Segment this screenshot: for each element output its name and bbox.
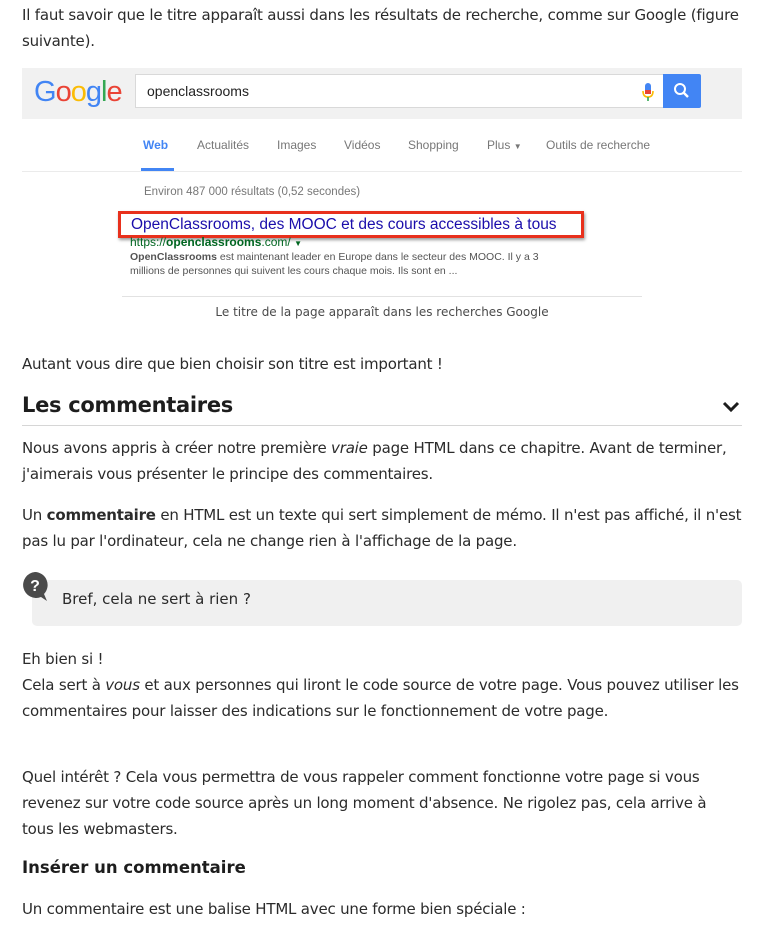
paragraph-interest: Quel intérêt ? Cela vous permettra de vous rappeler comment fonctionne votre page si vous revenez sur votre code source après un long moment d'absence. Ne rigolez pas, cela arrive à tous les webmasters.: [22, 768, 707, 838]
caret-down-icon[interactable]: ▼: [294, 239, 303, 248]
search-icon: [663, 74, 701, 108]
result-url-bold: openclassrooms: [166, 235, 262, 249]
google-search-box[interactable]: [135, 74, 663, 108]
question-icon: [20, 571, 50, 603]
result-url-prefix: https://: [130, 235, 167, 249]
paragraph-title-importance: Autant vous dire que bien choisir son titre est important !: [22, 355, 443, 373]
paragraph-comment-definition: [22, 502, 742, 554]
p3-text-a: Nous avons appris à créer notre première: [22, 439, 332, 457]
google-screenshot-figure: [22, 68, 742, 328]
p4-text-b: en HTML est un texte qui sert simplement de mémo. Il n'est pas affiché, il n'est pas lu par l'ordinateur, cela ne change rien à l'affichage de la page.: [22, 506, 742, 550]
google-logo-letter: g: [85, 76, 101, 108]
snippet-line2: millions de personnes qui suivent les cours chaque mois. Ils sont en ...: [130, 265, 458, 277]
google-logo: [34, 76, 122, 109]
tab-plus-label: Plus: [487, 138, 511, 152]
p5-text-b: et aux personnes qui liront le code source de votre page. Vous pouvez utiliser les commentaires pour laisser des indications sur le fonctionnement de votre page.: [22, 676, 739, 720]
svg-text:?: ?: [30, 578, 40, 595]
result-url[interactable]: [130, 235, 302, 249]
result-snippet: [130, 250, 600, 278]
tab-shopping[interactable]: Shopping: [408, 138, 459, 152]
result-title-link[interactable]: OpenClassrooms, des MOOC et des cours accessibles à tous: [131, 216, 557, 233]
p5-line1: Eh bien si !: [22, 650, 104, 668]
google-header: [22, 68, 742, 119]
google-logo-letter: o: [70, 76, 86, 108]
highlighted-result-title: [118, 211, 584, 238]
result-count: Environ 487 000 résultats (0,52 secondes): [144, 186, 361, 198]
p3-emphasis: vraie: [331, 439, 368, 457]
question-callout-text: Bref, cela ne sert à rien ?: [62, 590, 251, 608]
p3-text-b: page HTML dans ce chapitre. Avant de terminer, j'aimerais vous présenter le principe des commentaires.: [22, 439, 727, 483]
tab-images[interactable]: Images: [277, 138, 317, 152]
result-url-suffix: .com/: [261, 235, 291, 249]
google-search-input[interactable]: [145, 82, 619, 100]
tab-videos[interactable]: Vidéos: [344, 138, 381, 152]
snippet-line1: est maintenant leader en Europe dans le secteur des MOOC. Il y a 3: [216, 251, 539, 263]
question-callout: [32, 580, 742, 626]
google-logo-letter: e: [106, 76, 122, 108]
section-header[interactable]: [22, 393, 742, 426]
google-logo-letter: G: [34, 76, 56, 108]
p5-emphasis: vous: [105, 676, 140, 694]
google-logo-letter: o: [55, 76, 71, 108]
google-logo-letter: l: [100, 76, 107, 108]
paragraph-comment-syntax: Un commentaire est une balise HTML avec une forme bien spéciale :: [22, 900, 526, 918]
tab-outils-de-recherche[interactable]: Outils de recherche: [546, 138, 651, 152]
microphone-icon[interactable]: [641, 82, 655, 102]
p4-strong: commentaire: [46, 506, 156, 524]
caret-down-icon: ▼: [513, 142, 522, 151]
paragraph-intro-comments: [22, 435, 742, 487]
snippet-bold: OpenClassrooms: [130, 251, 217, 263]
p4-text-a: Un: [22, 506, 47, 524]
p5-text-a: Cela sert à: [22, 676, 106, 694]
intro-paragraph: Il faut savoir que le titre apparaît aussi dans les résultats de recherche, comme sur Google (figure suivante).: [22, 6, 739, 50]
google-search-button[interactable]: [663, 74, 701, 108]
tab-web[interactable]: Web: [143, 138, 169, 152]
tab-actualites[interactable]: Actualités: [197, 138, 250, 152]
paragraph-answer: [22, 646, 742, 724]
tab-plus[interactable]: [487, 138, 522, 152]
figure-caption: Le titre de la page apparaît dans les recherches Google: [215, 305, 549, 319]
chevron-down-icon[interactable]: [722, 401, 740, 413]
section-title: Les commentaires: [22, 393, 233, 417]
subsection-title: Insérer un commentaire: [22, 858, 246, 877]
active-tab-indicator: [141, 168, 174, 171]
google-tabs: [22, 119, 742, 172]
figure-divider: [122, 296, 642, 297]
